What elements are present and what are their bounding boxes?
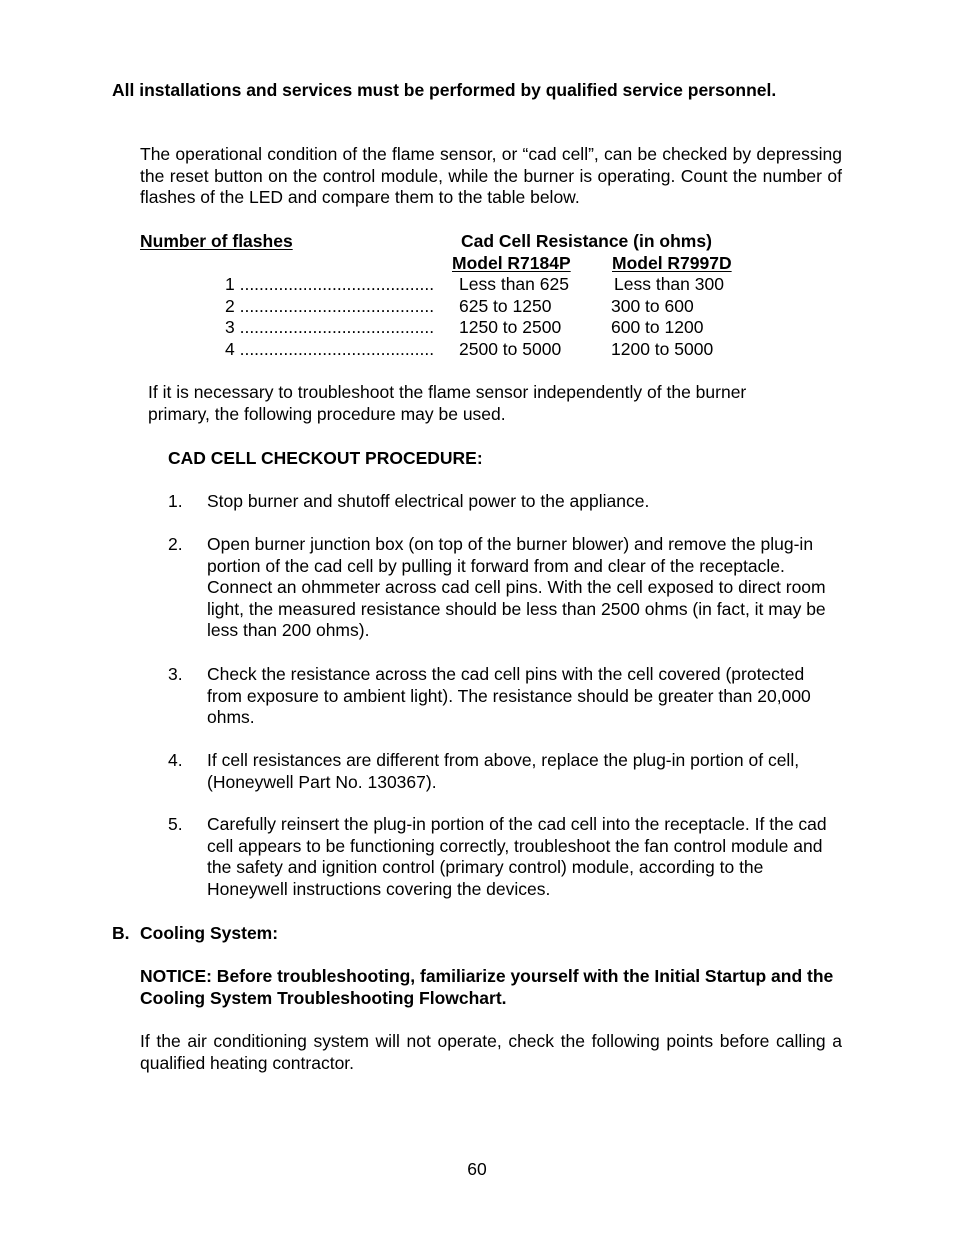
- row-value-r7997d: 300 to 600: [611, 296, 694, 316]
- row-flash-count: 2 ........................................: [225, 296, 435, 316]
- procedure-title: CAD CELL CHECKOUT PROCEDURE:: [168, 448, 483, 468]
- ac-paragraph: If the air conditioning system will not operate, check the following points before calling a qualified heating contractor.: [140, 1031, 842, 1073]
- troubleshoot-line-1: If it is necessary to troubleshoot the flame sensor independently of the burner: [148, 382, 747, 402]
- troubleshoot-line-2: primary, the following procedure may be used.: [148, 404, 506, 424]
- row-value-r7997d: 600 to 1200: [611, 317, 704, 337]
- step-text: Stop burner and shutoff electrical power to the appliance.: [207, 491, 650, 511]
- table-header-resistance: Cad Cell Resistance (in ohms): [461, 231, 712, 251]
- step-text: Check the resistance across the cad cell pins with the cell covered (protected from exposure to ambient light). The resistance should be greater than 20,000 ohms.: [207, 664, 811, 728]
- step-number: 4.: [168, 750, 183, 770]
- step-text: Carefully reinsert the plug-in portion of the cad cell into the receptacle. If the cad cell appears to be functioning correctly, troubleshoot the fan control module and the safety and ignition control (primary control) module, according to the Honeywell instructions covering the devices.: [207, 814, 827, 899]
- step-number: 5.: [168, 814, 183, 834]
- table-header-model-b: Model R7997D: [612, 253, 732, 273]
- step-text: Open burner junction box (on top of the burner blower) and remove the plug-in portion of the cad cell by pulling it forward from and clear of the receptacle. Connect an ohmmeter across cad cell pins. With the cell exposed to direct room light, the measured resistance should be less than 2500 ohms (in fact, it may be less than 200 ohms).: [207, 534, 826, 641]
- list-item: [0, 814, 954, 902]
- step-text: If cell resistances are different from above, replace the plug-in portion of cell, (Honeywell Part No. 130367).: [207, 750, 800, 792]
- row-value-r7997d: Less than 300: [614, 274, 724, 294]
- page-number: 60: [467, 1159, 487, 1179]
- notice-paragraph: NOTICE: Before troubleshooting, familiarize yourself with the Initial Startup and the Cooling System Troubleshooting Flowchart.: [140, 966, 834, 1008]
- step-number: 1.: [168, 491, 183, 511]
- intro-paragraph: The operational condition of the flame sensor, or “cad cell”, can be checked by depressing the reset button on the control module, while the burner is operating. Count the number of flashes of the LED and compare them to the table below.: [140, 144, 842, 208]
- safety-warning: All installations and services must be performed by qualified service personnel.: [112, 80, 777, 100]
- table-row: [0, 317, 954, 339]
- list-item: [0, 491, 954, 513]
- row-value-r7997d: 1200 to 5000: [611, 339, 714, 359]
- row-value-r7184p: 2500 to 5000: [459, 339, 562, 359]
- table-row: [0, 296, 954, 318]
- row-value-r7184p: 1250 to 2500: [459, 317, 562, 337]
- table-header-flashes: Number of flashes: [140, 231, 293, 251]
- section-title: Cooling System:: [140, 923, 279, 943]
- row-flash-count: 4 ........................................: [225, 339, 435, 359]
- section-letter: B.: [112, 923, 130, 943]
- list-item: [0, 664, 954, 730]
- table-header-model-a: Model R7184P: [452, 253, 571, 273]
- step-number: 3.: [168, 664, 183, 684]
- table-row: [0, 339, 954, 361]
- row-value-r7184p: Less than 625: [459, 274, 569, 294]
- row-value-r7184p: 625 to 1250: [459, 296, 552, 316]
- step-number: 2.: [168, 534, 183, 554]
- list-item: [0, 534, 954, 644]
- table-row: [0, 274, 954, 296]
- row-flash-count: 1 ........................................: [225, 274, 435, 294]
- list-item: [0, 750, 954, 794]
- row-flash-count: 3 ........................................: [225, 317, 435, 337]
